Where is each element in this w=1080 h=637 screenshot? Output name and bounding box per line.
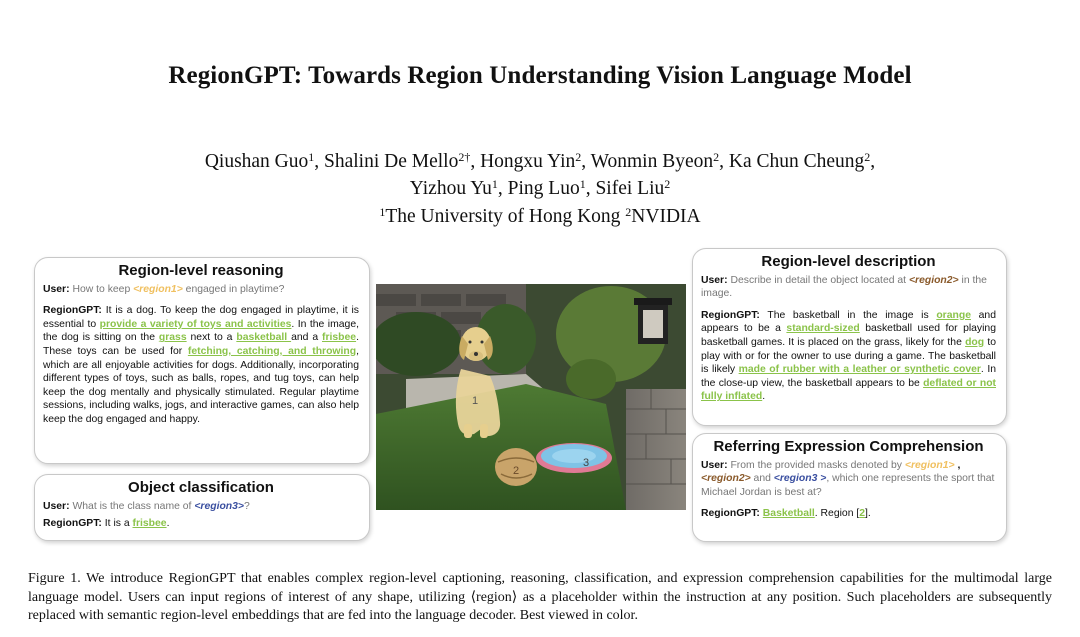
reasoning-heading: Region-level reasoning [118,262,284,279]
description-answer: RegionGPT: The basketball in the image is orange and appears to be a standard-sized basketball used for playing basketball games. It is placed on the grass, likely for the dog to play with or for the owner to use during a game. The basketball is likely made of rubber with a leather or synthetic cover. In the close-up view, the basketball appears to be deflated or not fully inflated. [701,309,997,403]
dog-scene-illustration [376,284,686,510]
description-question: User: Describe in detail the object located at <region2> in the image. [701,274,987,300]
author: Hongxu Yin$^2$, [480,150,591,172]
classification-answer: RegionGPT: It is a frisbee. [43,518,170,530]
classification-panel [34,474,370,541]
example-photo [376,284,686,510]
author-line-2 [0,171,1080,202]
caption-text: We introduce RegionGPT that enables complex region-level captioning, reasoning, classification, and expression comprehension capabilities for the multimodal large language model. Users can input regions of interest of any shape, utilizing ⟨region⟩ as a placeholder within the instruction at any position. Such placeholders are subsequently replaced with semantic region-level embeddings that are fed into the language decoder. Best viewed in color. [28,571,1052,623]
figure-caption [28,570,1052,626]
frisbee-region-label: 3 [583,457,590,469]
author: Wonmin Byeon$^2$, [590,150,729,172]
referring-heading: Referring Expression Comprehension [713,438,984,455]
ball-region-label: 2 [513,465,520,477]
description-panel [692,248,1007,426]
classification-heading: Object classification [128,479,274,496]
referring-panel [692,433,1007,542]
classification-question: User: What is the class name of <region3>? [43,500,250,512]
affiliations: $^1$The University of Hong Kong $^2$NVIDIA [379,205,701,227]
caption-label: Figure 1. [28,571,81,586]
description-heading: Region-level description [761,253,936,270]
author: Ka Chun Cheung$^2$, [728,150,876,172]
paper-title: RegionGPT: Towards Region Understanding Vision Language Model [168,62,912,89]
referring-answer: RegionGPT: Basketball. Region [2]. [701,508,871,520]
author: Shalini De Mello$^{2\dagger}$, [324,150,481,172]
frisbee-region [536,443,612,473]
reasoning-question: User: How to keep <region1> engaged in playtime? [43,283,285,295]
author: Ping Luo$^1$, [507,177,596,199]
referring-question: User: From the provided masks denoted by <region1> , <region2> and <region3 >, which one represents the sport that Michael Jordan is best at? [701,459,995,498]
author: Sifei Liu$^2$ [595,177,671,199]
dog-region-label: 1 [472,395,479,407]
ball-region [495,448,537,486]
author: Yizhou Yu$^1$, [409,177,508,199]
reasoning-panel [34,257,370,464]
author: Qiushan Guo$^1$, [204,150,325,172]
reasoning-answer: RegionGPT: It is a dog. To keep the dog engaged in playtime, it is essential to provide a variety of toys and activities. In the image, the dog is sitting on the grass next to a basketball and a frisbee. These toys can be used for fetching, catching, and throwing, which are all enjoyable activities for dogs. Additionally, incorporating different types of toys, such as balls, ropes, and tug toys, can help keep the dog mentally and physically stimulated. Regular playtime sessions, including walks, jogs, and interactive games, can also help keep the dog engaged and happy. [43,305,359,425]
